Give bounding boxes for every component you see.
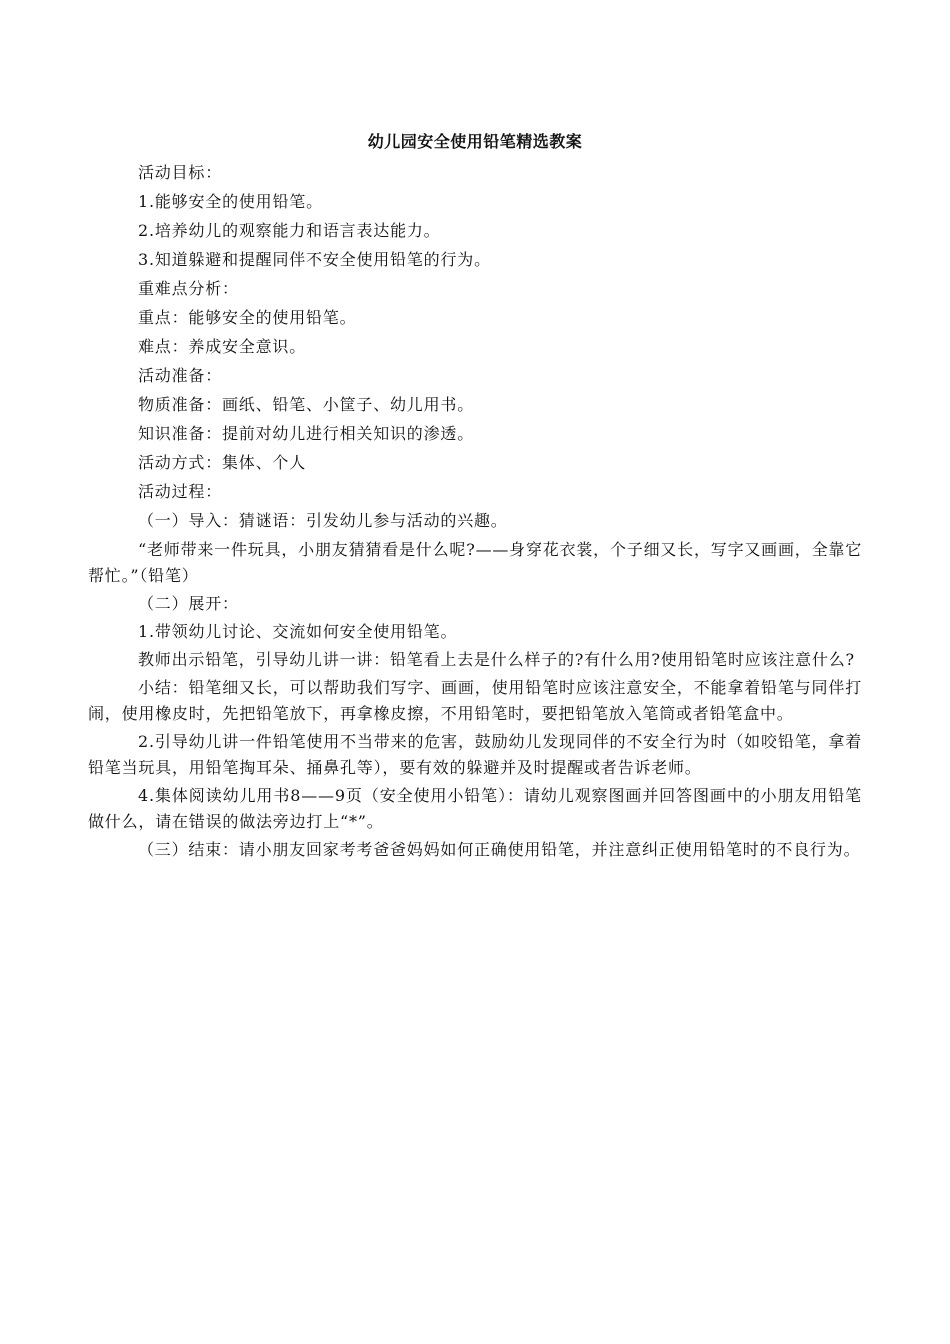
expand-item-4: 4.集体阅读幼儿用书8——9页（安全使用小铅笔）：请幼儿观察图画并回答图画中的小朋友用铅笔做什么，请在错误的做法旁边打上“*”。: [88, 786, 862, 831]
expand-item-2: 2.引导幼儿讲一件铅笔使用不当带来的危害，鼓励幼儿发现同伴的不安全行为时（如咬铅笔，拿着铅笔当玩具，用铅笔掏耳朵、捅鼻孔等），要有效的躲避并及时提醒或者告诉老师。: [88, 732, 862, 777]
teacher-show-paragraph: 教师出示铅笔，引导幼儿讲一讲：铅笔看上去是什么样子的?有什么用?使用铅笔时应该注意什么?: [138, 650, 855, 669]
process-step-expand: （二）展开：: [138, 594, 239, 613]
section-heading-goals: 活动目标：: [138, 163, 223, 182]
activity-method: 活动方式：集体、个人: [138, 453, 307, 472]
goal-item-1: 1.能够安全的使用铅笔。: [138, 192, 323, 211]
document-content: [88, 128, 862, 865]
summary-paragraph: 小结：铅笔细又长，可以帮助我们写字、画画，使用铅笔时应该注意安全，不能拿着铅笔与同伴打闹，使用橡皮时，先把铅笔放下，再拿橡皮擦，不用铅笔时，要把铅笔放入笔筒或者铅笔盒中。: [88, 678, 862, 723]
goal-item-2: 2.培养幼儿的观察能力和语言表达能力。: [138, 221, 441, 240]
process-step-end: （三）结束：请小朋友回家考考爸爸妈妈如何正确使用铅笔，并注意纠正使用铅笔时的不良行为。: [138, 840, 861, 859]
expand-item-1: 1.带领幼儿讨论、交流如何安全使用铅笔。: [138, 622, 458, 641]
section-heading-key-points: 重难点分析：: [138, 279, 239, 298]
process-step-intro: （一）导入：猜谜语：引发幼儿参与活动的兴趣。: [138, 511, 508, 530]
material-preparation: 物质准备：画纸、铅笔、小筐子、幼儿用书。: [138, 395, 475, 414]
document-title: 幼儿园安全使用铅笔精选教案: [367, 132, 583, 151]
section-heading-preparation: 活动准备：: [138, 366, 223, 385]
difficult-point: 难点：养成安全意识。: [138, 337, 307, 356]
goal-item-3: 3.知道躲避和提醒同伴不安全使用铅笔的行为。: [138, 250, 491, 269]
key-point: 重点：能够安全的使用铅笔。: [138, 308, 357, 327]
knowledge-preparation: 知识准备：提前对幼儿进行相关知识的渗透。: [138, 424, 475, 443]
riddle-paragraph: “老师带来一件玩具，小朋友猜猜看是什么呢?——身穿花衣裳，个子细又长，写字又画画，全靠它帮忙。”（铅笔）: [88, 540, 862, 585]
section-heading-process: 活动过程：: [138, 482, 223, 501]
